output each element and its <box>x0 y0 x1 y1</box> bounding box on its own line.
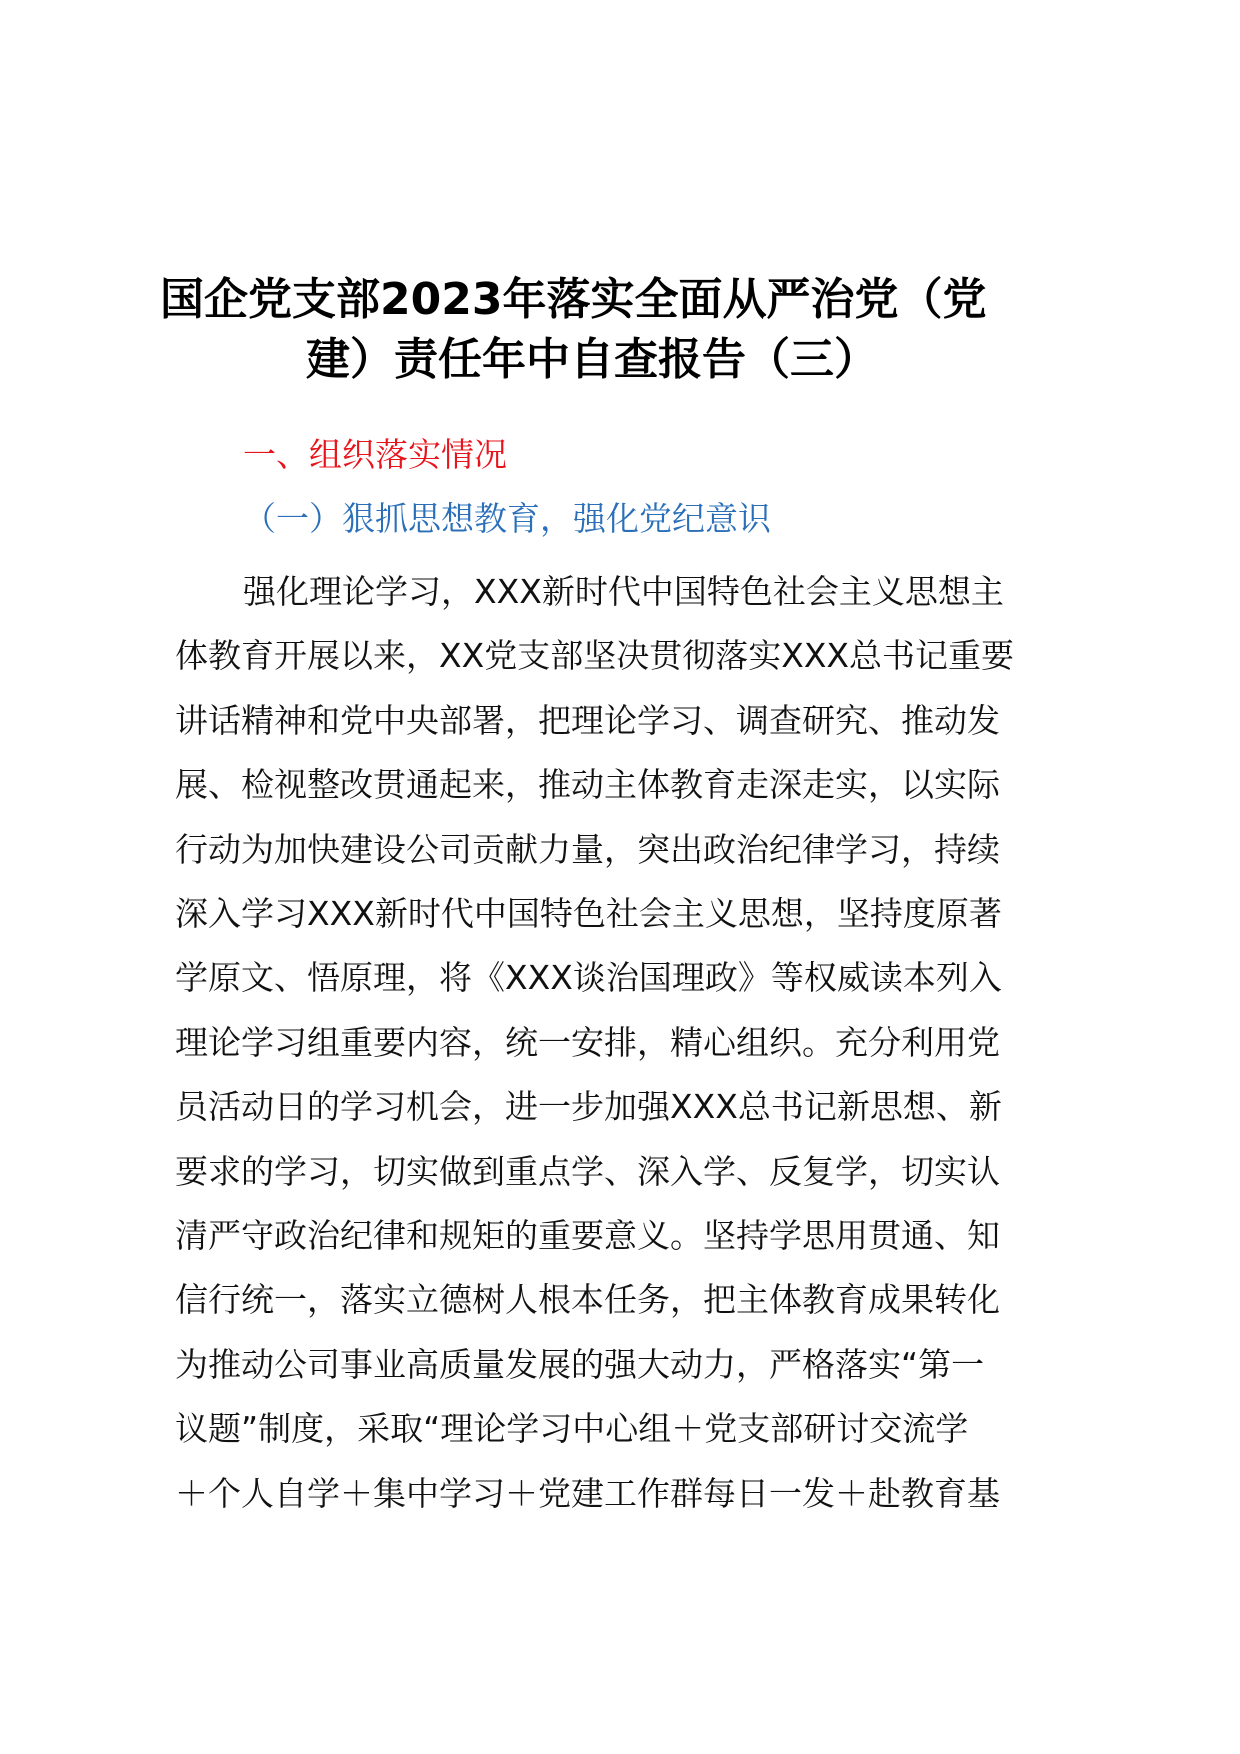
paragraph-line: 要求的学习，切实做到重点学、深入学、反复学，切实认 <box>175 1151 1000 1191</box>
paragraph-line: 理论学习组重要内容，统一安排，精心组织。充分利用党 <box>175 1022 1000 1062</box>
paragraph-line: 议题”制度，采取“理论学习中心组＋党支部研讨交流学 <box>175 1409 969 1449</box>
paragraph-line: 讲话精神和党中央部署，把理论学习、调查研究、推动发 <box>175 700 1000 740</box>
paragraph-line: 强化理论学习，XXX新时代中国特色社会主义思想主 <box>243 572 1004 611</box>
section-heading: 一、组织落实情况 <box>243 435 507 474</box>
title-line-2: 建）责任年中自查报告（三） <box>306 334 878 385</box>
body-paragraph <box>175 560 1095 1526</box>
paragraph-line: 深入学习XXX新时代中国特色社会主义思想，坚持度原著 <box>175 894 1002 934</box>
paragraph-line: 展、检视整改贯通起来，推动主体教育走深走实，以实际 <box>175 765 1000 805</box>
paragraph-line: 员活动日的学习机会，进一步加强XXX总书记新思想、新 <box>175 1087 1002 1127</box>
paragraph-line: 体教育开展以来，XX党支部坚决贯彻落实XXX总书记重要 <box>175 636 1015 676</box>
document-title <box>160 270 1080 390</box>
paragraph-line: 行动为加快建设公司贡献力量，突出政治纪律学习，持续 <box>175 829 1000 869</box>
title-line-1: 国企党支部2023年落实全面从严治党（党 <box>160 274 987 325</box>
subsection-heading: （一）狠抓思想教育，强化党纪意识 <box>243 499 771 538</box>
paragraph-line: 学原文、悟原理，将《XXX谈治国理政》等权威读本列入 <box>175 958 1002 998</box>
paragraph-line: 信行统一，落实立德树人根本任务，把主体教育成果转化 <box>175 1280 1000 1320</box>
paragraph-line: 清严守政治纪律和规矩的重要意义。坚持学思用贯通、知 <box>175 1216 1000 1256</box>
paragraph-line: ＋个人自学＋集中学习＋党建工作群每日一发＋赴教育基 <box>175 1473 1000 1513</box>
paragraph-line: 为推动公司事业高质量发展的强大动力，严格落实“第一 <box>175 1344 985 1384</box>
